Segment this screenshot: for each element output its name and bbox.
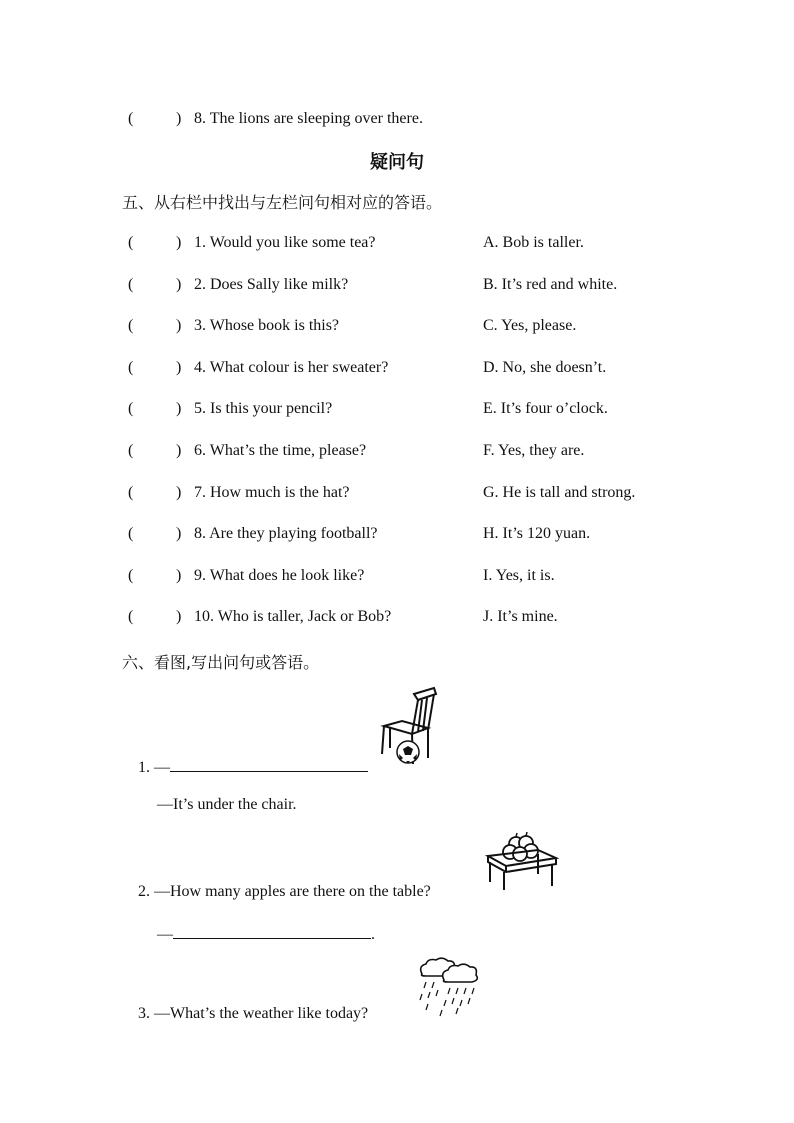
item2-question-line: 2. —How many apples are there on the table? <box>138 883 431 900</box>
item1-answer-blank[interactable] <box>170 755 368 772</box>
question-text: 2. Does Sally like milk? <box>194 275 349 293</box>
answer-option: D. No, she doesn’t. <box>483 358 607 376</box>
chair-with-ball-icon <box>378 686 438 768</box>
answer-blank[interactable] <box>144 566 172 586</box>
section-heading: 疑问句 <box>370 152 424 172</box>
answer-blank[interactable] <box>144 399 172 419</box>
question-text: 9. What does he look like? <box>194 566 365 584</box>
answer-blank[interactable] <box>144 233 172 253</box>
question-text: 1. Would you like some tea? <box>194 234 376 251</box>
item2-answer-line: — . <box>157 922 375 945</box>
section5-title: 五、从右栏中找出与左栏问句相对应的答语。 <box>122 193 443 212</box>
answer-option: H. It’s 120 yuan. <box>483 525 591 543</box>
item1-answer-line: —It’s under the chair. <box>157 796 297 813</box>
worksheet-page: ( ) 8. The lions are sleeping over there. 疑问句 五、从右栏中找出与左栏问句相对应的答语。 ( ) 1. Would you like some tea? A. Bob is taller. ( ) 2. Does Sally like milk? B. It’s red and white. ( ) 3. Whose book is this? C. Yes, please. ( ) 4. What colour is her sweater? D. No, she doesn’t. ( ) 5. Is this your pencil? E. It’s four o’clock. ( ) 6. What’s the time, please? F. Yes, they are. ( ) 7. How much is the hat? G. He is tall and strong. ( ) 8. Are they playing football? H. It’s 120 yuan. ( ) 9. What does he look like? I. Yes, it is. ( ) 10. Who is taller, Jack or Bob? J. It’s mine. 六、看图,写出问句或答语。 1. — —It’s under the chair. 2. —How many apples are there on the table? — . 3. —What’s the weather like today? <box>0 0 794 1123</box>
answer-blank[interactable] <box>144 524 172 544</box>
answer-option: B. It’s red and white. <box>483 275 618 293</box>
section6-title: 六、看图,写出问句或答语。 <box>122 653 320 672</box>
question-text: 10. Who is taller, Jack or Bob? <box>194 608 392 626</box>
item3-question-line: 3. —What’s the weather like today? <box>138 1005 369 1022</box>
answer-option: G. He is tall and strong. <box>483 483 636 501</box>
answer-blank[interactable] <box>144 316 172 336</box>
answer-blank[interactable] <box>144 441 172 461</box>
question-text: 4. What colour is her sweater? <box>194 358 389 376</box>
apples-on-table-icon <box>486 830 558 894</box>
answer-blank[interactable] <box>144 483 172 503</box>
answer-blank[interactable] <box>144 275 172 295</box>
answer-option: J. It’s mine. <box>483 608 558 626</box>
answer-option: E. It’s four o’clock. <box>483 400 608 418</box>
top-question-text: 8. The lions are sleeping over there. <box>194 110 423 127</box>
answer-blank[interactable] <box>144 358 172 378</box>
answer-option: F. Yes, they are. <box>483 442 585 459</box>
question-text: 6. What’s the time, please? <box>194 442 367 459</box>
answer-option: C. Yes, please. <box>483 317 577 335</box>
question-text: 7. How much is the hat? <box>194 483 350 501</box>
item1-question-line: 1. — <box>138 755 368 778</box>
answer-option: I. Yes, it is. <box>483 566 555 584</box>
question-text: 8. Are they playing football? <box>194 525 378 543</box>
answer-option: A. Bob is taller. <box>483 234 584 251</box>
answer-blank[interactable] <box>144 607 172 627</box>
question-text: 3. Whose book is this? <box>194 317 340 335</box>
question-text: 5. Is this your pencil? <box>194 400 333 418</box>
item2-answer-blank[interactable] <box>173 922 371 939</box>
rain-cloud-icon <box>416 956 482 1016</box>
